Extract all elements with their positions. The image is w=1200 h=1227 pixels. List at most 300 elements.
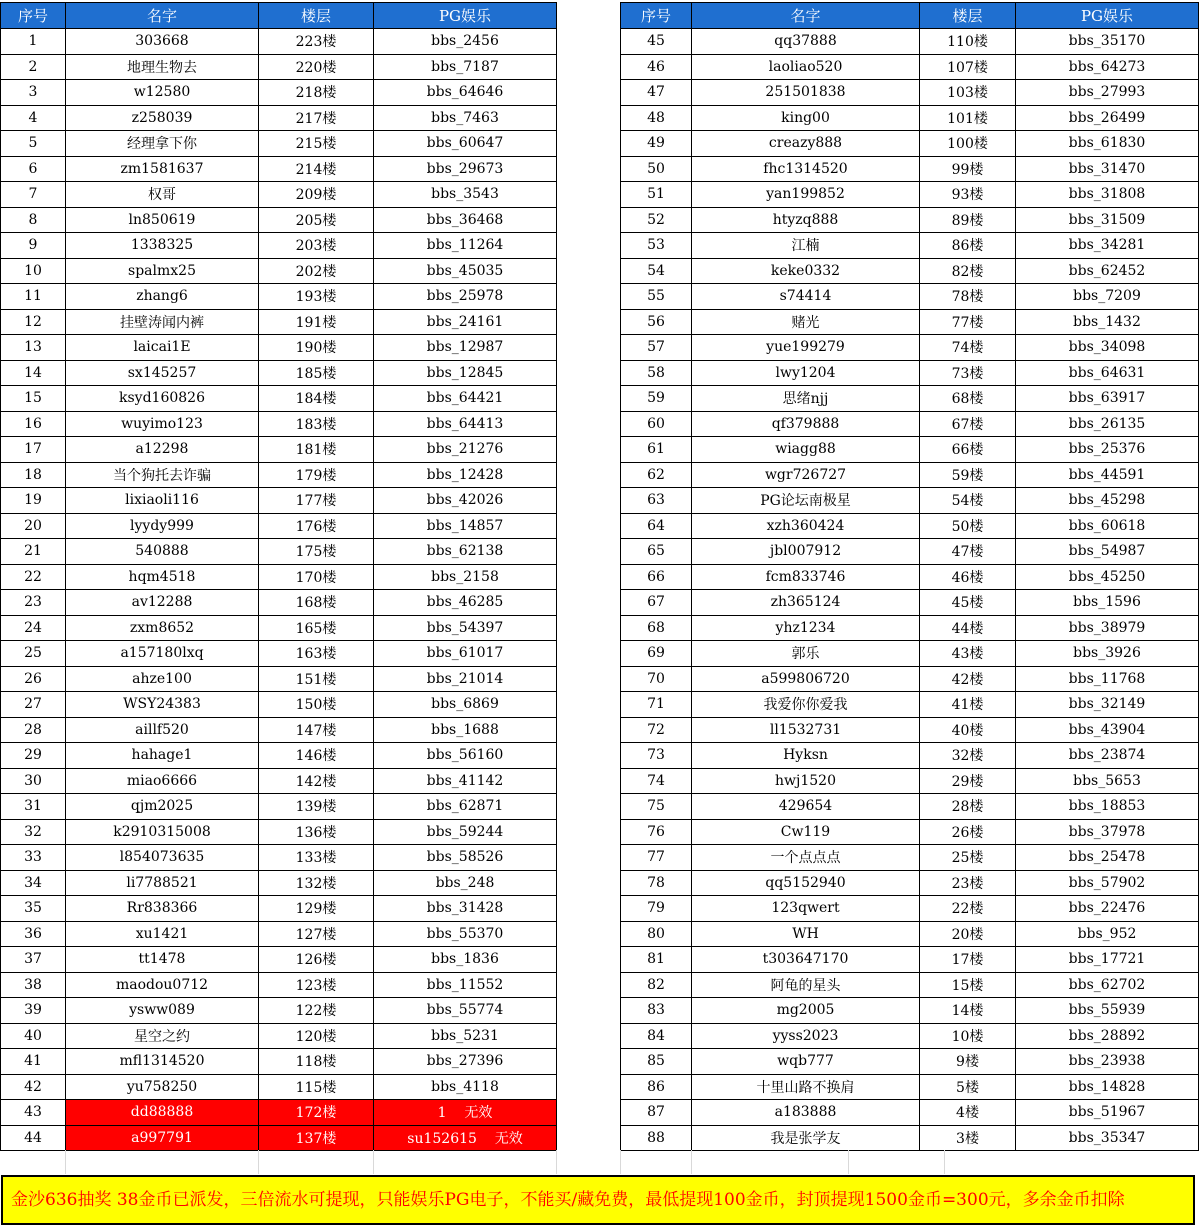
row-floor: 203楼 bbox=[259, 233, 374, 259]
row-name: 郭乐 bbox=[692, 641, 920, 667]
row-pg-account: bbs_56160 bbox=[374, 743, 557, 769]
row-index: 31 bbox=[1, 794, 66, 820]
row-name: a12298 bbox=[66, 437, 259, 463]
row-name: lwy1204 bbox=[692, 360, 920, 386]
row-pg-account: bbs_1596 bbox=[1016, 590, 1199, 616]
table-row bbox=[1, 411, 557, 437]
table-row bbox=[621, 921, 1199, 947]
row-pg-account: bbs_2158 bbox=[374, 564, 557, 590]
row-floor: 54楼 bbox=[920, 488, 1016, 514]
row-pg-account: bbs_43904 bbox=[1016, 717, 1199, 743]
row-index: 82 bbox=[621, 972, 692, 998]
left-table-body bbox=[1, 29, 557, 1151]
row-pg-account: bbs_7209 bbox=[1016, 284, 1199, 310]
row-name: hqm4518 bbox=[66, 564, 259, 590]
row-name: zhang6 bbox=[66, 284, 259, 310]
row-name: 123qwert bbox=[692, 896, 920, 922]
row-pg-account: bbs_60647 bbox=[374, 131, 557, 157]
row-floor: 46楼 bbox=[920, 564, 1016, 590]
row-floor: 67楼 bbox=[920, 411, 1016, 437]
header-name: 名字 bbox=[66, 3, 259, 29]
row-index: 55 bbox=[621, 284, 692, 310]
row-name: a183888 bbox=[692, 1100, 920, 1126]
row-floor: 183楼 bbox=[259, 411, 374, 437]
row-name: 我是张学友 bbox=[692, 1125, 920, 1151]
row-name: yu758250 bbox=[66, 1074, 259, 1100]
row-pg-account: bbs_22476 bbox=[1016, 896, 1199, 922]
table-row bbox=[1, 998, 557, 1024]
row-pg-account: bbs_38979 bbox=[1016, 615, 1199, 641]
row-floor: 205楼 bbox=[259, 207, 374, 233]
row-pg-account: bbs_27993 bbox=[1016, 80, 1199, 106]
row-name: 经理拿下你 bbox=[66, 131, 259, 157]
row-name: 一个点点点 bbox=[692, 845, 920, 871]
row-floor: 172楼 bbox=[259, 1100, 374, 1126]
row-index: 57 bbox=[621, 335, 692, 361]
row-name: htyzq888 bbox=[692, 207, 920, 233]
row-index: 67 bbox=[621, 590, 692, 616]
row-pg-account: bbs_21276 bbox=[374, 437, 557, 463]
row-index: 84 bbox=[621, 1023, 692, 1049]
row-pg-account: bbs_36468 bbox=[374, 207, 557, 233]
table-row bbox=[1, 1074, 557, 1100]
row-floor: 43楼 bbox=[920, 641, 1016, 667]
row-pg-account: bbs_4118 bbox=[374, 1074, 557, 1100]
row-index: 43 bbox=[1, 1100, 66, 1126]
row-index: 46 bbox=[621, 54, 692, 80]
row-index: 20 bbox=[1, 513, 66, 539]
table-row bbox=[621, 794, 1199, 820]
row-index: 5 bbox=[1, 131, 66, 157]
left-header-row bbox=[1, 3, 557, 29]
row-pg-account: bbs_45035 bbox=[374, 258, 557, 284]
row-index: 69 bbox=[621, 641, 692, 667]
row-index: 38 bbox=[1, 972, 66, 998]
table-row bbox=[621, 258, 1199, 284]
row-pg-account: bbs_62138 bbox=[374, 539, 557, 565]
row-index: 9 bbox=[1, 233, 66, 259]
row-name: Rr838366 bbox=[66, 896, 259, 922]
row-floor: 66楼 bbox=[920, 437, 1016, 463]
row-index: 68 bbox=[621, 615, 692, 641]
row-floor: 151楼 bbox=[259, 666, 374, 692]
row-index: 58 bbox=[621, 360, 692, 386]
row-name: jbl007912 bbox=[692, 539, 920, 565]
row-pg-account: bbs_14828 bbox=[1016, 1074, 1199, 1100]
row-pg-account: bbs_11552 bbox=[374, 972, 557, 998]
row-floor: 115楼 bbox=[259, 1074, 374, 1100]
row-pg-account: bbs_5653 bbox=[1016, 768, 1199, 794]
row-pg-account: bbs_23874 bbox=[1016, 743, 1199, 769]
table-row bbox=[1, 972, 557, 998]
row-index: 76 bbox=[621, 819, 692, 845]
header-pg: PG娱乐 bbox=[374, 3, 557, 29]
row-index: 66 bbox=[621, 564, 692, 590]
row-pg-account: bbs_25478 bbox=[1016, 845, 1199, 871]
row-pg-account: bbs_11264 bbox=[374, 233, 557, 259]
table-row bbox=[1, 794, 557, 820]
row-name: l854073635 bbox=[66, 845, 259, 871]
table-row bbox=[1, 80, 557, 106]
row-index: 56 bbox=[621, 309, 692, 335]
row-name: qf379888 bbox=[692, 411, 920, 437]
row-floor: 89楼 bbox=[920, 207, 1016, 233]
row-name: 权哥 bbox=[66, 182, 259, 208]
row-index: 23 bbox=[1, 590, 66, 616]
right-table-body bbox=[621, 29, 1199, 1151]
table-row bbox=[621, 615, 1199, 641]
row-index: 75 bbox=[621, 794, 692, 820]
row-index: 3 bbox=[1, 80, 66, 106]
row-pg-account: bbs_42026 bbox=[374, 488, 557, 514]
grid-line bbox=[848, 1150, 849, 1174]
row-name: aillf520 bbox=[66, 717, 259, 743]
row-floor: 101楼 bbox=[920, 105, 1016, 131]
row-index: 47 bbox=[621, 80, 692, 106]
row-index: 30 bbox=[1, 768, 66, 794]
table-row bbox=[1, 513, 557, 539]
row-index: 74 bbox=[621, 768, 692, 794]
row-index: 33 bbox=[1, 845, 66, 871]
table-row bbox=[1, 1023, 557, 1049]
row-floor: 100楼 bbox=[920, 131, 1016, 157]
right-ranking-table bbox=[620, 2, 1199, 1151]
row-pg-account: bbs_55939 bbox=[1016, 998, 1199, 1024]
row-pg-account: bbs_41142 bbox=[374, 768, 557, 794]
row-pg-account: bbs_54987 bbox=[1016, 539, 1199, 565]
row-name: av12288 bbox=[66, 590, 259, 616]
row-pg-account: bbs_57902 bbox=[1016, 870, 1199, 896]
row-index: 72 bbox=[621, 717, 692, 743]
row-name: maodou0712 bbox=[66, 972, 259, 998]
row-index: 29 bbox=[1, 743, 66, 769]
row-index: 63 bbox=[621, 488, 692, 514]
row-floor: 103楼 bbox=[920, 80, 1016, 106]
table-row bbox=[621, 437, 1199, 463]
table-row bbox=[621, 284, 1199, 310]
row-index: 39 bbox=[1, 998, 66, 1024]
row-name: w12580 bbox=[66, 80, 259, 106]
row-floor: 136楼 bbox=[259, 819, 374, 845]
row-floor: 181楼 bbox=[259, 437, 374, 463]
row-pg-account: bbs_12428 bbox=[374, 462, 557, 488]
row-floor: 220楼 bbox=[259, 54, 374, 80]
row-floor: 77楼 bbox=[920, 309, 1016, 335]
row-name: mg2005 bbox=[692, 998, 920, 1024]
row-pg-account: bbs_35347 bbox=[1016, 1125, 1199, 1151]
row-pg-account: bbs_59244 bbox=[374, 819, 557, 845]
row-index: 45 bbox=[621, 29, 692, 55]
row-index: 10 bbox=[1, 258, 66, 284]
row-name: WSY24383 bbox=[66, 692, 259, 718]
row-index: 32 bbox=[1, 819, 66, 845]
row-pg-account: bbs_12845 bbox=[374, 360, 557, 386]
row-index: 17 bbox=[1, 437, 66, 463]
table-row bbox=[621, 386, 1199, 412]
row-floor: 122楼 bbox=[259, 998, 374, 1024]
row-floor: 22楼 bbox=[920, 896, 1016, 922]
header-name: 名字 bbox=[692, 3, 920, 29]
row-floor: 202楼 bbox=[259, 258, 374, 284]
row-index: 36 bbox=[1, 921, 66, 947]
row-floor: 26楼 bbox=[920, 819, 1016, 845]
row-name: zxm8652 bbox=[66, 615, 259, 641]
row-pg-account: bbs_31428 bbox=[374, 896, 557, 922]
row-index: 62 bbox=[621, 462, 692, 488]
row-pg-account: bbs_29673 bbox=[374, 156, 557, 182]
table-row bbox=[1, 1125, 557, 1151]
row-floor: 17楼 bbox=[920, 947, 1016, 973]
row-pg-account: bbs_28892 bbox=[1016, 1023, 1199, 1049]
row-pg-account: bbs_61830 bbox=[1016, 131, 1199, 157]
table-row bbox=[1, 54, 557, 80]
row-floor: 177楼 bbox=[259, 488, 374, 514]
row-index: 50 bbox=[621, 156, 692, 182]
row-index: 22 bbox=[1, 564, 66, 590]
table-row bbox=[1, 309, 557, 335]
row-name: qq5152940 bbox=[692, 870, 920, 896]
row-floor: 82楼 bbox=[920, 258, 1016, 284]
row-floor: 168楼 bbox=[259, 590, 374, 616]
row-pg-account: bbs_62702 bbox=[1016, 972, 1199, 998]
row-index: 64 bbox=[621, 513, 692, 539]
row-name: lyydy999 bbox=[66, 513, 259, 539]
row-floor: 20楼 bbox=[920, 921, 1016, 947]
table-row bbox=[1, 819, 557, 845]
row-index: 11 bbox=[1, 284, 66, 310]
row-name: 赌光 bbox=[692, 309, 920, 335]
row-pg-account: bbs_64646 bbox=[374, 80, 557, 106]
row-pg-account: bbs_1432 bbox=[1016, 309, 1199, 335]
row-floor: 78楼 bbox=[920, 284, 1016, 310]
row-index: 53 bbox=[621, 233, 692, 259]
row-name: ll1532731 bbox=[692, 717, 920, 743]
table-row bbox=[621, 488, 1199, 514]
row-pg-account: bbs_46285 bbox=[374, 590, 557, 616]
row-name: yyss2023 bbox=[692, 1023, 920, 1049]
notice-banner: 金沙636抽奖 38金币已派发，三倍流水可提现，只能娱乐PG电子，不能买/藏免费，最低提现100金币，封顶提现1500金币=300元，多余金币扣除 bbox=[1, 1175, 1195, 1225]
row-name: yan199852 bbox=[692, 182, 920, 208]
row-floor: 9楼 bbox=[920, 1049, 1016, 1075]
row-name: 当个狗托去诈骗 bbox=[66, 462, 259, 488]
row-pg-account: bbs_63917 bbox=[1016, 386, 1199, 412]
row-floor: 29楼 bbox=[920, 768, 1016, 794]
row-floor: 137楼 bbox=[259, 1125, 374, 1151]
row-name: 阿龟的星头 bbox=[692, 972, 920, 998]
row-pg-account: bbs_7463 bbox=[374, 105, 557, 131]
row-name: t303647170 bbox=[692, 947, 920, 973]
row-index: 77 bbox=[621, 845, 692, 871]
row-floor: 163楼 bbox=[259, 641, 374, 667]
table-row bbox=[1, 258, 557, 284]
table-row bbox=[621, 870, 1199, 896]
row-pg-account: bbs_2456 bbox=[374, 29, 557, 55]
table-row bbox=[1, 870, 557, 896]
row-name: wiagg88 bbox=[692, 437, 920, 463]
row-floor: 99楼 bbox=[920, 156, 1016, 182]
row-floor: 110楼 bbox=[920, 29, 1016, 55]
row-floor: 184楼 bbox=[259, 386, 374, 412]
row-pg-account: bbs_248 bbox=[374, 870, 557, 896]
row-name: creazy888 bbox=[692, 131, 920, 157]
row-floor: 14楼 bbox=[920, 998, 1016, 1024]
table-row bbox=[1, 717, 557, 743]
row-floor: 93楼 bbox=[920, 182, 1016, 208]
row-name: king00 bbox=[692, 105, 920, 131]
table-row bbox=[621, 998, 1199, 1024]
row-pg-account: bbs_55774 bbox=[374, 998, 557, 1024]
row-floor: 3楼 bbox=[920, 1125, 1016, 1151]
table-row bbox=[621, 1100, 1199, 1126]
row-index: 52 bbox=[621, 207, 692, 233]
row-name: yhz1234 bbox=[692, 615, 920, 641]
table-row bbox=[621, 1074, 1199, 1100]
row-index: 25 bbox=[1, 641, 66, 667]
row-name: a997791 bbox=[66, 1125, 259, 1151]
table-row bbox=[1, 539, 557, 565]
row-pg-account: bbs_24161 bbox=[374, 309, 557, 335]
row-floor: 41楼 bbox=[920, 692, 1016, 718]
row-index: 8 bbox=[1, 207, 66, 233]
row-pg-account: bbs_55370 bbox=[374, 921, 557, 947]
row-pg-account: bbs_3543 bbox=[374, 182, 557, 208]
table-row bbox=[621, 309, 1199, 335]
row-floor: 139楼 bbox=[259, 794, 374, 820]
row-pg-account: bbs_64273 bbox=[1016, 54, 1199, 80]
row-name: 1338325 bbox=[66, 233, 259, 259]
table-row bbox=[621, 768, 1199, 794]
row-index: 24 bbox=[1, 615, 66, 641]
table-row bbox=[1, 105, 557, 131]
row-pg-account: bbs_1688 bbox=[374, 717, 557, 743]
row-pg-account: bbs_21014 bbox=[374, 666, 557, 692]
row-floor: 185楼 bbox=[259, 360, 374, 386]
row-name: dd88888 bbox=[66, 1100, 259, 1126]
row-index: 88 bbox=[621, 1125, 692, 1151]
row-index: 65 bbox=[621, 539, 692, 565]
row-name: 我爱你你爱我 bbox=[692, 692, 920, 718]
row-name: fhc1314520 bbox=[692, 156, 920, 182]
table-row bbox=[1, 692, 557, 718]
table-row bbox=[1, 896, 557, 922]
row-floor: 127楼 bbox=[259, 921, 374, 947]
table-row bbox=[621, 666, 1199, 692]
row-index: 4 bbox=[1, 105, 66, 131]
header-floor: 楼层 bbox=[259, 3, 374, 29]
row-floor: 150楼 bbox=[259, 692, 374, 718]
row-pg-account: bbs_3926 bbox=[1016, 641, 1199, 667]
row-pg-account: bbs_45298 bbox=[1016, 488, 1199, 514]
row-pg-account: bbs_952 bbox=[1016, 921, 1199, 947]
row-pg-account: bbs_7187 bbox=[374, 54, 557, 80]
table-row bbox=[1, 845, 557, 871]
row-pg-account: bbs_31509 bbox=[1016, 207, 1199, 233]
row-floor: 15楼 bbox=[920, 972, 1016, 998]
row-pg-account: bbs_37978 bbox=[1016, 819, 1199, 845]
row-floor: 175楼 bbox=[259, 539, 374, 565]
row-floor: 25楼 bbox=[920, 845, 1016, 871]
row-index: 61 bbox=[621, 437, 692, 463]
row-name: 540888 bbox=[66, 539, 259, 565]
row-index: 60 bbox=[621, 411, 692, 437]
row-pg-account: bbs_64421 bbox=[374, 386, 557, 412]
table-row bbox=[621, 1125, 1199, 1151]
row-index: 21 bbox=[1, 539, 66, 565]
row-index: 87 bbox=[621, 1100, 692, 1126]
row-pg-account: bbs_6869 bbox=[374, 692, 557, 718]
row-index: 6 bbox=[1, 156, 66, 182]
table-row bbox=[621, 182, 1199, 208]
row-floor: 170楼 bbox=[259, 564, 374, 590]
row-index: 71 bbox=[621, 692, 692, 718]
row-name: zh365124 bbox=[692, 590, 920, 616]
row-index: 44 bbox=[1, 1125, 66, 1151]
row-name: spalmx25 bbox=[66, 258, 259, 284]
row-name: 251501838 bbox=[692, 80, 920, 106]
row-floor: 86楼 bbox=[920, 233, 1016, 259]
row-name: s74414 bbox=[692, 284, 920, 310]
row-pg-account: bbs_44591 bbox=[1016, 462, 1199, 488]
header-pg: PG娱乐 bbox=[1016, 3, 1199, 29]
row-index: 1 bbox=[1, 29, 66, 55]
row-floor: 32楼 bbox=[920, 743, 1016, 769]
row-pg-account: bbs_34098 bbox=[1016, 335, 1199, 361]
header-floor: 楼层 bbox=[920, 3, 1016, 29]
header-index: 序号 bbox=[1, 3, 66, 29]
row-name: wuyimo123 bbox=[66, 411, 259, 437]
row-pg-account: bbs_12987 bbox=[374, 335, 557, 361]
row-index: 81 bbox=[621, 947, 692, 973]
row-name: Hyksn bbox=[692, 743, 920, 769]
table-row bbox=[621, 156, 1199, 182]
row-floor: 223楼 bbox=[259, 29, 374, 55]
row-name: laoliao520 bbox=[692, 54, 920, 80]
row-name: ahze100 bbox=[66, 666, 259, 692]
table-row bbox=[1, 182, 557, 208]
table-row bbox=[621, 743, 1199, 769]
row-index: 2 bbox=[1, 54, 66, 80]
row-pg-account: bbs_60618 bbox=[1016, 513, 1199, 539]
row-floor: 4楼 bbox=[920, 1100, 1016, 1126]
row-floor: 50楼 bbox=[920, 513, 1016, 539]
row-name: wqb777 bbox=[692, 1049, 920, 1075]
row-name: WH bbox=[692, 921, 920, 947]
row-pg-account: bbs_14857 bbox=[374, 513, 557, 539]
row-pg-account: bbs_26135 bbox=[1016, 411, 1199, 437]
row-pg-account: su152615 无效 bbox=[374, 1125, 557, 1151]
table-row bbox=[1, 590, 557, 616]
row-index: 12 bbox=[1, 309, 66, 335]
table-row bbox=[621, 819, 1199, 845]
row-pg-account: bbs_62871 bbox=[374, 794, 557, 820]
row-floor: 10楼 bbox=[920, 1023, 1016, 1049]
row-floor: 190楼 bbox=[259, 335, 374, 361]
row-floor: 209楼 bbox=[259, 182, 374, 208]
row-floor: 126楼 bbox=[259, 947, 374, 973]
row-name: hwj1520 bbox=[692, 768, 920, 794]
row-index: 35 bbox=[1, 896, 66, 922]
table-row bbox=[1, 1100, 557, 1126]
table-row bbox=[1, 743, 557, 769]
row-floor: 133楼 bbox=[259, 845, 374, 871]
row-index: 73 bbox=[621, 743, 692, 769]
table-row bbox=[621, 513, 1199, 539]
table-row bbox=[621, 539, 1199, 565]
row-name: qq37888 bbox=[692, 29, 920, 55]
row-name: qjm2025 bbox=[66, 794, 259, 820]
table-row bbox=[621, 335, 1199, 361]
row-name: lixiaoli116 bbox=[66, 488, 259, 514]
